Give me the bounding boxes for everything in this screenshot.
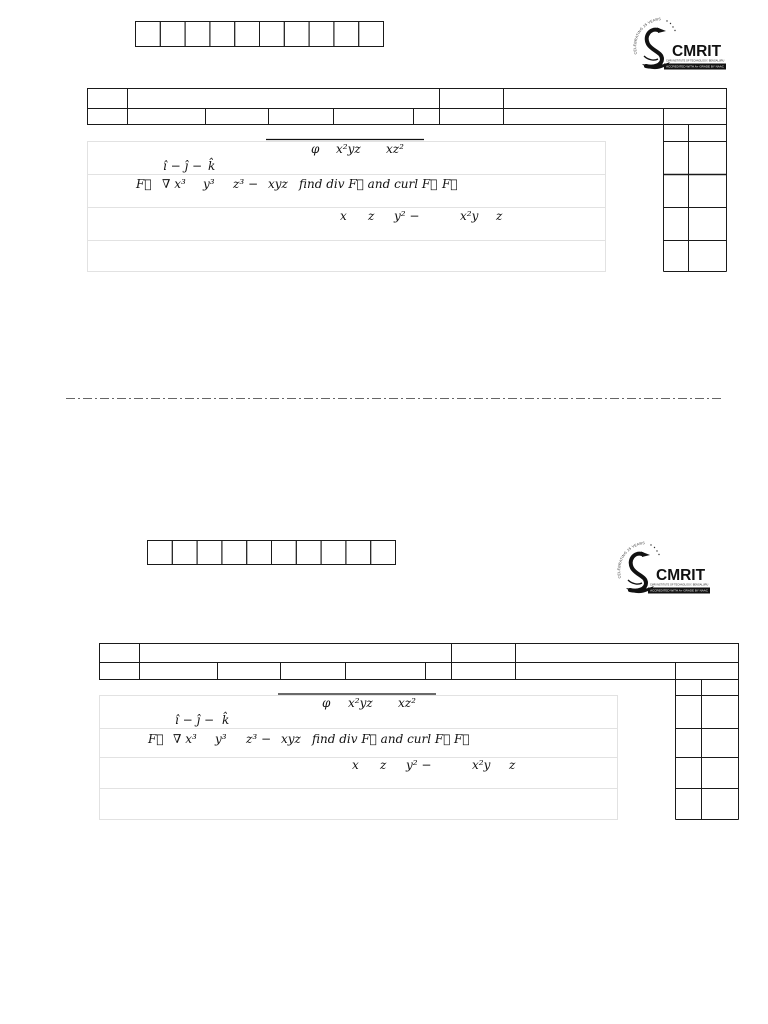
logo-accreditation: ACCREDITED WITH A+ GRADE BY NAAC xyxy=(666,64,724,69)
header-table-border xyxy=(88,89,727,125)
swan-head xyxy=(641,552,650,558)
logo-dot xyxy=(670,23,671,24)
math-var-z-end: z xyxy=(509,758,516,772)
math-term-xyz: xyz xyxy=(281,732,301,746)
math-term-x2y: x²y xyxy=(460,209,479,223)
usn-boxes-copy-2 xyxy=(148,541,396,565)
usn-box xyxy=(260,22,285,47)
math-term-y2: y² − xyxy=(394,209,420,223)
usn-box xyxy=(247,541,272,565)
usn-box xyxy=(222,541,247,565)
math-term-xz2: xz² xyxy=(398,696,416,710)
header-table-copy-2 xyxy=(100,644,739,680)
logo-institute: CMR INSTITUTE OF TECHNOLOGY, BENGALURU xyxy=(650,583,709,587)
math-term-y3: y³ xyxy=(215,732,227,746)
logo-arc-text-path: CELEBRATING 25 YEARS xyxy=(633,17,662,55)
math-term-y3: y³ xyxy=(203,177,215,191)
logo-dot xyxy=(654,547,655,548)
logo-dot xyxy=(650,544,651,545)
swan-neck xyxy=(630,554,646,591)
math-unit-vector-k: k̂ xyxy=(222,713,230,727)
math-instruction: find div F⃗ and curl F⃗ xyxy=(299,177,438,191)
math-var-x: x xyxy=(340,209,347,223)
header-table-border xyxy=(100,644,739,680)
logo-dots xyxy=(650,544,659,555)
math-term-x2yz: x²yz xyxy=(348,696,373,710)
usn-box xyxy=(359,22,384,47)
swan-wing xyxy=(628,580,642,584)
logo-accreditation: ACCREDITED WITH A+ GRADE BY NAAC xyxy=(650,588,708,593)
math-term-xz2: xz² xyxy=(386,142,404,156)
math-term-xyz: xyz xyxy=(268,177,288,191)
logo-dot xyxy=(672,26,673,27)
usn-box xyxy=(136,22,161,47)
math-unit-vector-k: k̂ xyxy=(208,159,216,173)
math-nabla-x3: ∇ x³ xyxy=(173,732,197,746)
usn-boxes-copy-1 xyxy=(136,22,384,47)
math-nabla-x3: ∇ x³ xyxy=(162,177,186,191)
cmrit-logo xyxy=(632,12,728,74)
swan-neck xyxy=(646,30,662,67)
usn-box xyxy=(210,22,235,47)
usn-box xyxy=(321,541,346,565)
usn-box xyxy=(197,541,222,565)
math-term-z3: z³ − xyxy=(246,732,272,746)
usn-box xyxy=(185,22,210,47)
usn-box xyxy=(148,541,173,565)
usn-box xyxy=(371,541,396,565)
math-term-x2yz: x²yz xyxy=(336,142,361,156)
header-table-copy-1 xyxy=(88,89,727,125)
math-phi: φ xyxy=(322,696,331,710)
math-var-z-end: z xyxy=(496,209,503,223)
logo-name: CMRIT xyxy=(672,43,722,60)
usn-box xyxy=(172,541,197,565)
swan-wing xyxy=(644,56,658,60)
swan-emblem-icon xyxy=(642,28,670,70)
usn-box xyxy=(334,22,359,47)
math-phi: φ xyxy=(311,142,320,156)
math-vector-f: F⃗ xyxy=(148,732,164,746)
math-vector-f-end: F⃗ xyxy=(454,732,470,746)
logo-dot xyxy=(658,554,659,555)
math-vector-f: F⃗ xyxy=(136,177,152,191)
swan-emblem-icon xyxy=(626,552,654,594)
marks-table-copy-1 xyxy=(664,109,727,272)
cmrit-logo xyxy=(616,536,712,598)
swan-head xyxy=(657,28,666,34)
math-instruction: find div F⃗ and curl F⃗ xyxy=(312,732,451,746)
usn-box xyxy=(284,22,309,47)
math-term-y2: y² − xyxy=(406,758,432,772)
math-unit-vectors-ij: î − ĵ − xyxy=(163,159,203,173)
logo-dot xyxy=(674,30,675,31)
logo-name: CMRIT xyxy=(656,567,706,584)
usn-box xyxy=(309,22,334,47)
logo-dot xyxy=(656,550,657,551)
usn-box xyxy=(272,541,297,565)
logo-institute: CMR INSTITUTE OF TECHNOLOGY, BENGALURU xyxy=(666,59,725,63)
usn-box xyxy=(235,22,260,47)
math-term-z3: z³ − xyxy=(233,177,259,191)
marks-table-copy-2 xyxy=(676,663,739,820)
math-vector-f-end: F⃗ xyxy=(442,177,458,191)
math-var-z: z xyxy=(368,209,375,223)
math-var-x: x xyxy=(352,758,359,772)
usn-box xyxy=(160,22,185,47)
usn-box xyxy=(346,541,371,565)
math-term-x2y: x²y xyxy=(472,758,491,772)
math-unit-vectors-ij: î − ĵ − xyxy=(175,713,215,727)
logo-dot xyxy=(666,20,667,21)
math-var-z: z xyxy=(380,758,387,772)
usn-box xyxy=(296,541,321,565)
logo-dots xyxy=(666,20,675,31)
logo-arc-text-path: CELEBRATING 25 YEARS xyxy=(617,541,646,579)
